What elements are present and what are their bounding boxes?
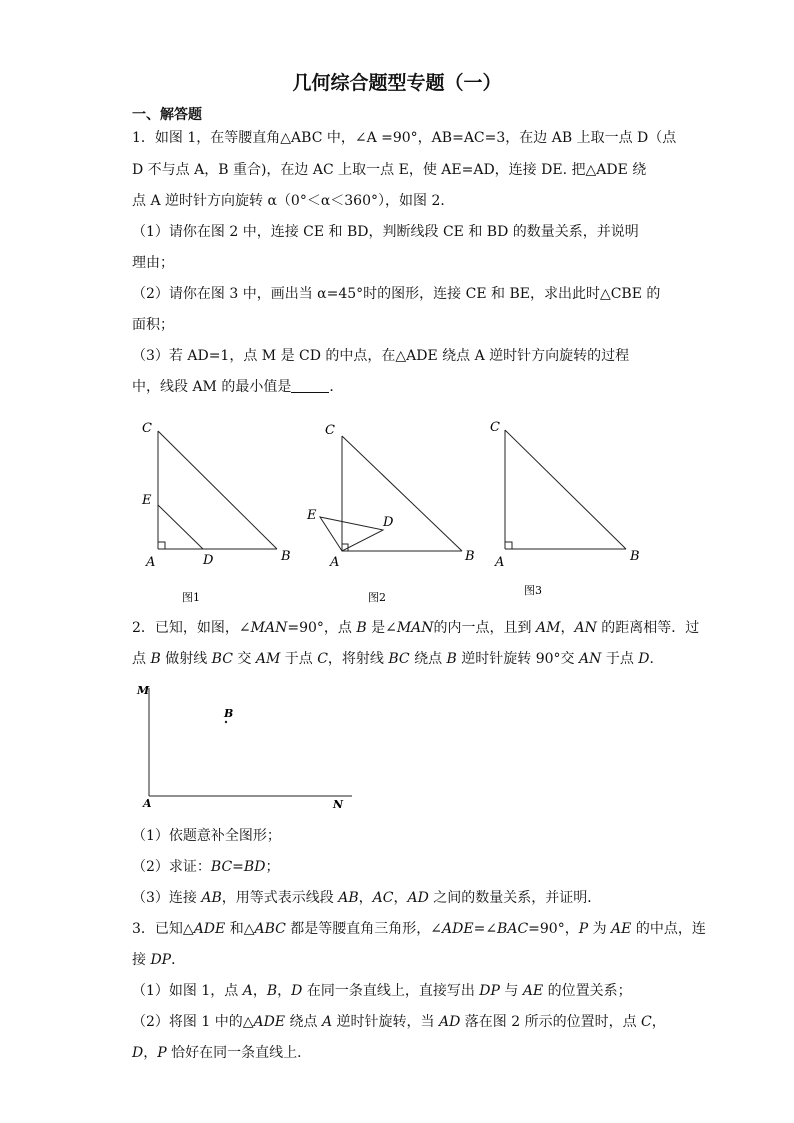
fig1-label-d: D [203,553,214,568]
q1-part1-line-1: （1）请你在图 2 中，连接 CE 和 BD，判断线段 CE 和 BD 的数量关系，并说明 [132,224,639,240]
q3-line-2: 接 DP． [132,952,186,968]
q2-label-m: M [137,684,150,697]
fig2-label-a: A [330,555,340,570]
fig3-right-angle-mark [505,542,512,549]
section-heading: 一、解答题 [132,107,202,123]
q1-part1-line-2: 理由； [132,255,174,271]
q1-part3-end: ． [329,379,344,395]
fig3-label-b: B [630,549,640,564]
fig2-label-b: B [465,549,475,564]
fig2-side-bc [342,436,462,551]
q2-point-b [225,721,227,723]
q2-figure [136,680,366,815]
q2-part2: （2）求证：BC=BD； [132,859,280,875]
q2-label-b: B [224,707,234,720]
fig1-label-a: A [146,555,156,570]
q2-label-n: N [333,798,344,811]
answer-blank[interactable] [291,378,329,393]
q2-part1: （1）依题意补全图形； [132,828,281,844]
fig3-label-a: A [495,555,505,570]
q1-line-1: 1．如图 1，在等腰直角△ABC 中，∠A =90°，AB=AC=3，在边 AB 上取一点 D（点 [132,130,677,146]
q1-part3-line-2 [132,377,343,397]
page-title: 几何综合题型专题（一） [292,72,502,94]
q1-line-3: 点 A 逆时针方向旋转 α（0°＜α＜360°），如图 2． [132,193,455,209]
fig1-right-angle-mark [158,542,165,549]
q2-line-1: 2．已知，如图，∠MAN=90°，点 B 是∠MAN的内一点，且到 AM，AN 的距离相等．过 [132,620,700,636]
q1-line-2: D 不与点 A，B 重合)，在边 AC 上取一点 E，使 AE=AD，连接 DE. 把△ADE 绕 [132,162,647,178]
fig1-label-c: C [142,421,152,436]
fig1-label-b: B [281,549,291,564]
q1-part2-line-2: 面积； [132,317,174,333]
fig1-side-bc [158,431,277,549]
fig1-label-e: E [142,493,152,508]
q3-line-1: 3．已知△ADE 和△ABC 都是等腰直角三角形，∠ADE=∠BAC=90°，P 为 AE 的中点，连 [132,921,706,937]
q2-line-2: 点 B 做射线 BC 交 AM 于点 C，将射线 BC 绕点 B 逆时针旋转 90°交 AN 于点 D． [132,651,664,667]
fig2-triangle-ade [320,517,383,551]
fig3-side-bc [505,430,626,549]
fig3-label-c: C [490,420,500,435]
q3-part2-line-1: （2）将图 1 中的△ADE 绕点 A 逆时针旋转，当 AD 落在图 2 所示的位置时，点 C， [132,1014,666,1030]
q1-part3-line-1: （3）若 AD=1，点 M 是 CD 的中点，在△ADE 绕点 A 逆时针方向旋转的过程 [132,348,630,364]
fig1-caption: 图1 [182,591,200,604]
q3-part2-line-2: D，P 恰好在同一条直线上． [132,1045,312,1061]
q1-part3-text: 中，线段 AM 的最小值是 [132,379,292,395]
figure-2 [300,418,480,608]
figure-1 [140,418,300,608]
q1-part2-line-1: （2）请你在图 3 中，画出当 α=45°时的图形，连接 CE 和 BE，求出此时△CBE 的 [132,286,661,302]
fig2-label-d: D [383,515,394,530]
q2-part3: （3）连接 AB，用等式表示线段 AB，AC，AD 之间的数量关系，并证明． [132,890,602,906]
figure-3 [488,418,648,608]
fig2-label-c: C [325,423,335,438]
fig2-caption: 图2 [368,591,386,604]
fig2-label-e: E [307,508,317,523]
q3-part1: （1）如图 1，点 A，B，D 在同一条直线上，直接写出 DP 与 AE 的位置关系； [132,983,632,999]
q2-label-a: A [143,797,152,810]
fig3-caption: 图3 [524,584,542,597]
